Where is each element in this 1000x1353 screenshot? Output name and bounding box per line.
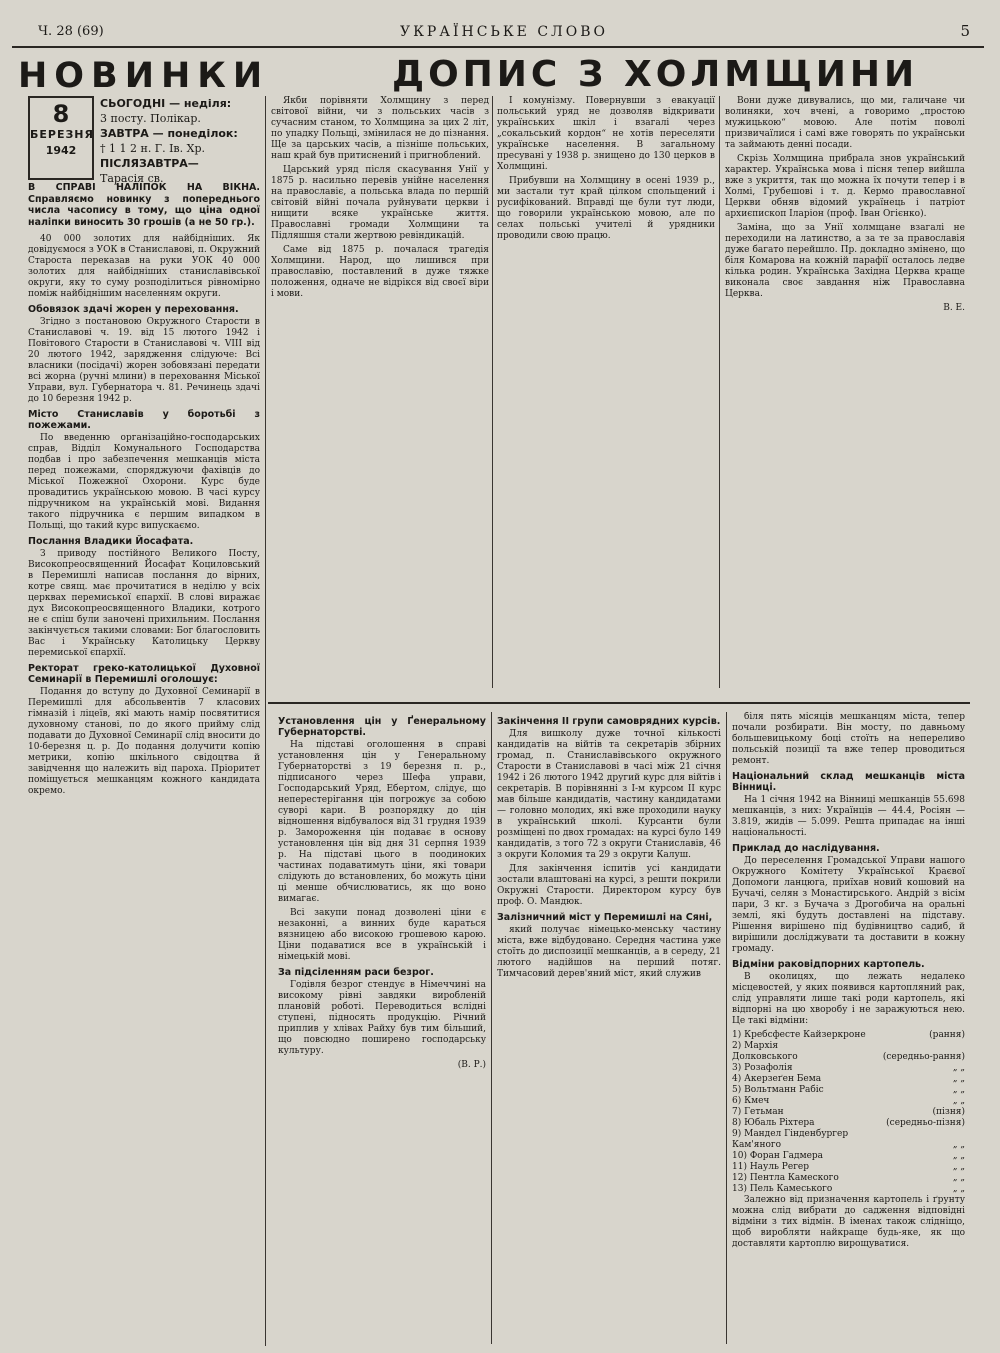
variety-type: „ „ — [952, 1162, 965, 1172]
variety-type: „ „ — [952, 1063, 965, 1073]
section-title-news: НОВИНКИ — [18, 56, 270, 96]
variety-name: 5) Вольтманн Рабіс — [732, 1085, 824, 1095]
article-paragraph: Царський уряд після скасування Унії у 1875 р. насильно перевів унійне населення на православіє, а польська влада по першій світовій війні почала руйнувати церкви і нищити всяке українське життя. Православні громади Холмщини та Підляшшя стали жертвою ревіндикацій. — [271, 165, 489, 241]
variety-name: 3) Розафолія — [732, 1063, 793, 1073]
variety-row — [732, 1184, 965, 1195]
calendar-block — [100, 96, 260, 186]
tomorrow-label: ЗАВТРА — понеділок: — [100, 127, 238, 140]
news-heading: Ректорат греко-католицької Духовної Семинарії в Перемишлі оголошує: — [28, 663, 260, 685]
variety-type: (рання) — [929, 1030, 965, 1040]
courses-column — [497, 712, 721, 1344]
variety-name: 9) Мандел Гінденбургер — [732, 1129, 849, 1139]
news-paragraph: Годівля безрог стендує в Німеччині на високому рівні завдяки виробленій плановій роботі. Переводиться вслідні ступені, підносять продукцію. Річний приплив у хлівах Райху був тим більший, що повсюдно поширено господарську культуру. — [278, 980, 486, 1056]
article-paragraph: І комунізму. Повернувши з евакуації польський уряд не дозволяв відкривати українських шкіл і взагалі через „сокальський кордон“ не хотів переселяти українське населення. В загальному пресувані у 1938 р. знищено до 130 церков в Холмщині. — [497, 96, 715, 172]
news-paragraph: З приводу постійного Великого Посту, Високопреосвященний Йосафат Коциловський в Перемишлі написав послання до вірних, котре свящ. має прочитатися в неділю у всіх церквах перемиської єпархії. В слові виражає дух Високопреосвященного Владики, котрого не є спіш були заночені прихильним. Послання закінчується такими словами: Бог благословить Вас і Українську Католицьку Церкву перемиської єпархії. — [28, 549, 260, 658]
column-divider — [492, 96, 493, 688]
news-heading: Приклад до наслідування. — [732, 843, 880, 854]
variety-name: Кам'яного — [732, 1140, 782, 1150]
news-paragraph: Подання до вступу до Духовної Семинарії в Перемишлі для абсольвентів 7 класових гімназій і ліцеїв, які мають намір посвятитися духовному станові, по до якого прийму слід подавати до Духовної Семинарії слід вносити до 10-березня ц. р. До подання долучити копію метрики, копію шкільного свідоцтва й завідчення що належить від пароха. Пріоритет поміщується мешканцям кожного кандидата окремо. — [28, 687, 260, 796]
news-paragraph: До переселення Громадської Управи нашого Окружного Комітету Української Краєвої Допомоги ланцюга, приїхав новий кошовий на Бучачі, селян з Монастирського. Андрій з вісім пари, 3 кг. з Бучача з Дрогобича на оральні землі, які будуть доставлені на підставу. Рішення вирішено під будівництво садиб, й вирішили досліджувати та доставити в кожну громаду. — [732, 856, 965, 954]
variety-row — [732, 1140, 965, 1151]
variety-type: „ „ — [952, 1096, 965, 1106]
variety-row — [732, 1151, 965, 1162]
variety-type: (середньо-пізня) — [886, 1118, 965, 1128]
variety-type: „ „ — [952, 1173, 965, 1183]
issue-number: Ч. 28 (69) — [38, 24, 104, 39]
article-column-1 — [271, 96, 489, 688]
article-paragraph: Заміна, що за Унії холмщане взагалі не переходили на латинство, а за те за православія дуже багато перейшло. Пр. докладно змінено, що біля Комарова на кожній парафії осталось ледве кілька родин. Українська Західна Церква краще виконала своє завдання ніж Православна Церква. — [725, 223, 965, 299]
variety-row — [732, 1085, 965, 1096]
article-column-3 — [725, 96, 965, 688]
article-title: ДОПИС З ХОЛМЩИНИ — [392, 54, 919, 95]
variety-name: 12) Пентла Камеского — [732, 1173, 839, 1183]
variety-name: 10) Форан Гадмера — [732, 1151, 824, 1161]
news-heading: Відміни раковідпорних картопель. — [732, 959, 925, 970]
tomorrow-text: † 1 1 2 н. Г. Ів. Хр. — [100, 142, 205, 155]
variety-type: „ „ — [952, 1151, 965, 1161]
right-news-column — [732, 712, 965, 1344]
paper-name: УКРАЇНСЬКЕ СЛОВО — [399, 24, 608, 40]
date-box — [28, 96, 94, 180]
variety-row — [732, 1030, 965, 1041]
news-paragraph: Всі закупи понад дозволені ціни є незаконні, а винних буде караться вязницею або високою грошевою карою. Ціни подаватися все в українській і німецькій мові. — [278, 908, 486, 962]
news-heading: Місто Станиславів у боротьбі з пожежами. — [28, 409, 260, 431]
variety-type: „ „ — [952, 1140, 965, 1150]
variety-type: „ „ — [952, 1184, 965, 1194]
variety-row — [732, 1096, 965, 1107]
column-divider — [719, 96, 720, 688]
section-rule — [268, 702, 970, 704]
column-divider — [265, 96, 266, 1346]
after-label: ПІСЛЯЗАВТРА— — [100, 157, 199, 170]
news-heading: Закінчення II групи самоврядних курсів. — [497, 716, 721, 727]
variety-name: 8) Юбаль Ріхтера — [732, 1118, 815, 1128]
prices-column — [278, 712, 486, 1344]
variety-row — [732, 1129, 965, 1140]
news-paragraph: біля пять місяців мешканцям міста, тепер почали розбирати. Він мосту, по давньому большевицькому боці стоїть на непереливо польській позиції та вже тепер проводиться ремонт. — [732, 712, 965, 766]
news-paragraph: По введенню організаційно-господарських справ, Відділ Комунального Господарства подбав і про забезпечення мешканців міста перед пожежами, споряджуючи фахівців до Міської Пожежної Охорони. Курс буде провадитись українською мовою. В часі курсу підручником на українській мові. Видання такого підручника є першим випадком в Польщі, що такий курс випускаємо. — [28, 433, 260, 531]
variety-row — [732, 1052, 965, 1063]
news-column — [28, 182, 260, 1342]
article-paragraph: Саме від 1875 р. почалася трагедія Холмщини. Народ, що лишився при православію, поставлений в дуже тяжке положення, одначе не відрікся від своєї віри і мови. — [271, 245, 489, 299]
variety-type: (середньо-рання) — [882, 1052, 965, 1062]
article-paragraph: Якби порівняти Холмщину з перед світової війни, чи з польських часів з сучасним станом, то Холмщина за цих 2 літ, по упадку Польщі, змінилася не до пізнання. Ще за царських часів, а пізніше польських, наш край був притиснений і пригноблений. — [271, 96, 489, 161]
news-heading: За підсіленням раси безрог. — [278, 967, 434, 978]
article-column-2 — [497, 96, 715, 688]
variety-type: „ „ — [952, 1074, 965, 1084]
date-year: 1942 — [45, 144, 77, 157]
news-paragraph: На підставі оголошення в справі установлення цін у Генеральному Губернаторстві з 19 березня п. р., підписаного через Шефа управи, Господарський Уряд, Ебертом, слідує, що неперестерігання цін погрожує за собою суворі кари. В розпорядку до цін відношення відбувалося від 31 грудня 1939 р. Замороження цін подаває в основу установлення цін від дня 31 серпня 1939 р. На підставі цього в поодиноких частинах подаватимуть ціни, які товари слідують до встановлених, бо можуть ціни ці менше обчислюватись, як що воно вимагає. — [278, 740, 486, 904]
news-paragraph: В околицях, що лежать недалеко місцевостей, у яких появився картопляний рак, слід управляти лише такі роди картопель, які відпорні на цю хворобу і не заражуються нею. Це такі відміни: — [732, 972, 965, 1026]
news-heading: Послання Владики Йосафата. — [28, 536, 194, 547]
news-paragraph: Для закінчення іспитів усі кандидати зостали влаштовані на курсі, з решти покрили Окружні Старости. Директором курсу був проф. О. Мандюк. — [497, 864, 721, 907]
page-header — [38, 6, 970, 40]
variety-name: 11) Науль Регер — [732, 1162, 809, 1172]
variety-row — [732, 1173, 965, 1184]
variety-row — [732, 1063, 965, 1074]
variety-name: 2) Мархія — [732, 1041, 779, 1051]
news-paragraph: Згідно з постановою Окружного Старости в Станиславові ч. 19. від 15 лютого 1942 і Повітового Старости в Станиславові ч. VIII від 20 лютого 1942, зарядження слідуюче: Всі власники (посідачі) жорен зобовязані передати всі жорна (ручні млини) в переховання Міської Управи, вул. Губернатора ч. 81. Речинець здачі до 10 березня 1942 р. — [28, 317, 260, 404]
variety-row — [732, 1118, 965, 1129]
variety-name: 4) Акерзеґен Бема — [732, 1074, 822, 1084]
news-signature: (В. Р.) — [457, 1060, 486, 1070]
news-paragraph: На 1 січня 1942 на Вінниці мешканців 55.698 мешканців, з них: Українців — 44.4, Росіян — 3.819, жидів — 5.099. Решта припадає на інші національності. — [732, 795, 965, 838]
news-paragraph: Залежно від призначення картопель і ґрунту можна слід вибрати до садження відповідні відміни з тих відмін. В іменах також слідніщо, щоб виробляти найкраще будь-яке, як що доставляти картоплю вирощуватися. — [732, 1195, 965, 1249]
variety-row — [732, 1074, 965, 1085]
date-day: 8 — [52, 100, 70, 128]
news-heading: Установлення цін у Ґенеральному Губернаторстві. — [278, 716, 486, 738]
variety-name: 6) Кмеч — [732, 1096, 770, 1106]
variety-type — [876, 1129, 965, 1140]
variety-name: 13) Пель Камеського — [732, 1184, 833, 1194]
variety-type: „ „ — [952, 1085, 965, 1095]
news-heading: Обовязок здачі жорен у переховання. — [28, 304, 239, 315]
header-rule — [12, 46, 984, 48]
variety-row — [732, 1162, 965, 1173]
variety-name: Долковського — [732, 1052, 798, 1062]
article-signature: В. Е. — [943, 303, 965, 313]
column-divider — [491, 712, 492, 1344]
news-paragraph: Для вишколу дуже точної кількості кандидатів на війтів та секретарів збірних громад, п. Станиславівського окружного Старости в Станиславові в часі між 21 січня 1942 і 26 лютого 1942 другий курс для війтів і секретарів. В порівнянні з I-м курсом II курс мав більше кандидатів, частину кандидатами — головно молодих, які вже проходили науку в український школі. Курсанти були розміщені по двох громадах: на курсі було 149 кандидатів, з того 72 з округи Станиславів, 46 з округи Коломия та 29 з округи Калуш. — [497, 729, 721, 860]
news-paragraph: 40 000 золотих для найбідніших. Як довідуємося з УОК в Станиславові, п. Окружний Староста переказав на руки УОК 40 000 золотих для найбідніших станиславівської округи, яку то суму розподілиться рівномірно поміж найбіднішим населенням округи. — [28, 234, 260, 299]
article-paragraph: Вони дуже дивувались, що ми, галичане чи волиняки, хоч вчені, а говоримо „простою мужицькою“ мовою. Але потім поволі призвичаїлися і самі вже говорять по українськи та займають денні посади. — [725, 96, 965, 150]
news-heading: Національний склад мешканців міста Вінниці. — [732, 771, 965, 793]
today-label: СЬОГОДНІ — неділя: — [100, 97, 232, 110]
variety-type — [876, 1041, 965, 1052]
variety-row — [732, 1107, 965, 1118]
variety-name: 7) Гетьман — [732, 1107, 784, 1117]
news-lede: В СПРАВІ НАЛІПОК НА ВІКНА. Справляємо новинку з попереднього числа часопису в тому, що ціна одної наліпки виносить 30 грошів (а не 50 гр.). — [28, 182, 260, 228]
date-month: БЕРЕЗНЯ — [30, 128, 94, 141]
variety-type: (пізня) — [932, 1107, 965, 1117]
news-heading: Залізничний міст у Перемишлі на Сяні, — [497, 912, 713, 923]
page-number: 5 — [960, 22, 970, 40]
variety-row — [732, 1041, 965, 1052]
after-text: Тарасія св. — [100, 172, 164, 185]
article-paragraph: Скрізь Холмщина прибрала знов український характер. Українська мова і пісня тепер вийшла вже з укриття, так що можна їх почути тепер і в Холмі, Грубешові і т. д. Кермо православної Церкви обняв відомий українець і патріот архиєпископ Іларіон (проф. Іван Огієнко). — [725, 154, 965, 219]
article-paragraph: Прибувши на Холмщину в осені 1939 р., ми застали тут край цілком спольщений і русифікований. Вправді ще були тут люди, що говорили українською мовою, але по селах польські учителі й урядники проводили свою працю. — [497, 176, 715, 241]
news-paragraph: який получає німецько-менську частину міста, вже відбудовано. Середня частина уже стоїть до диспозиції мешканців, а в середу, 21 лютого надійшов на перший потяг. Тимчасовий дерев'яний міст, який служив — [497, 925, 721, 979]
column-divider — [726, 712, 727, 1344]
potato-varieties-list — [732, 1030, 965, 1195]
today-text: 3 посту. Полікар. — [100, 112, 201, 125]
variety-name: 1) Кребсфесте Кайзеркроне — [732, 1030, 866, 1040]
